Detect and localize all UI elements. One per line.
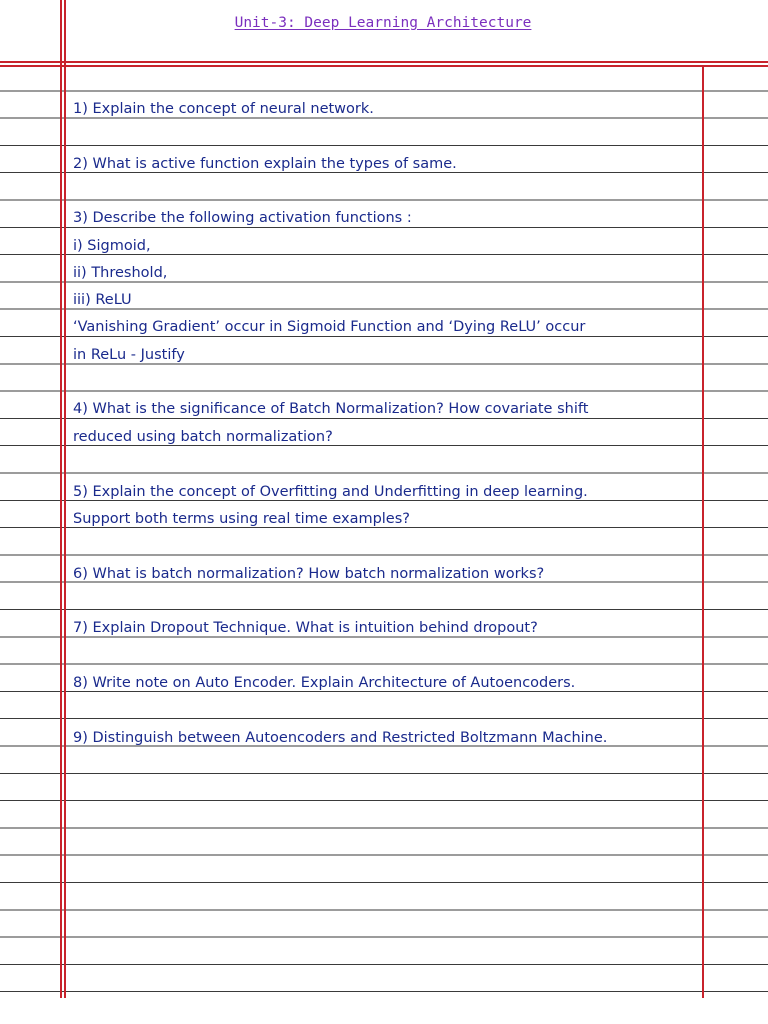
question-8-line-1: 8) Write note on Auto Encoder. Explain Architecture of Autoencoders. [73, 675, 576, 691]
question-9-line-1: 9) Distinguish between Autoencoders and Restricted Boltzmann Machine. [73, 730, 608, 746]
question-3-line-1: 3) Describe the following activation functions : [73, 210, 412, 226]
question-1-line-1: 1) Explain the concept of neural network. [73, 101, 374, 117]
question-3-line-5: ‘Vanishing Gradient’ occur in Sigmoid Function and ‘Dying ReLU’ occur [73, 319, 586, 335]
right-margin-rule [702, 65, 704, 998]
question-3-line-2: i) Sigmoid, [73, 238, 151, 254]
question-3-line-6: in ReLu - Justify [73, 347, 185, 363]
question-3-line-3: ii) Threshold, [73, 265, 168, 281]
question-4-line-2: reduced using batch normalization? [73, 429, 333, 445]
page-title: Unit-3: Deep Learning Architecture [234, 15, 532, 31]
page-bottom-band [0, 998, 768, 1024]
header-rule-top [0, 61, 768, 63]
question-6-line-1: 6) What is batch normalization? How batch normalization works? [73, 566, 545, 582]
header-rule-bottom [0, 65, 768, 67]
question-5-line-2: Support both terms using real time examples? [73, 511, 410, 527]
left-margin-rule-inner [64, 0, 66, 998]
question-5-line-1: 5) Explain the concept of Overfitting and Underfitting in deep learning. [73, 484, 588, 500]
question-4-line-1: 4) What is the significance of Batch Normalization? How covariate shift [73, 401, 589, 417]
left-margin-rule-outer [60, 0, 62, 998]
question-2-line-1: 2) What is active function explain the types of same. [73, 156, 457, 172]
question-3-line-4: iii) ReLU [73, 292, 132, 308]
question-7-line-1: 7) Explain Dropout Technique. What is intuition behind dropout? [73, 620, 538, 636]
